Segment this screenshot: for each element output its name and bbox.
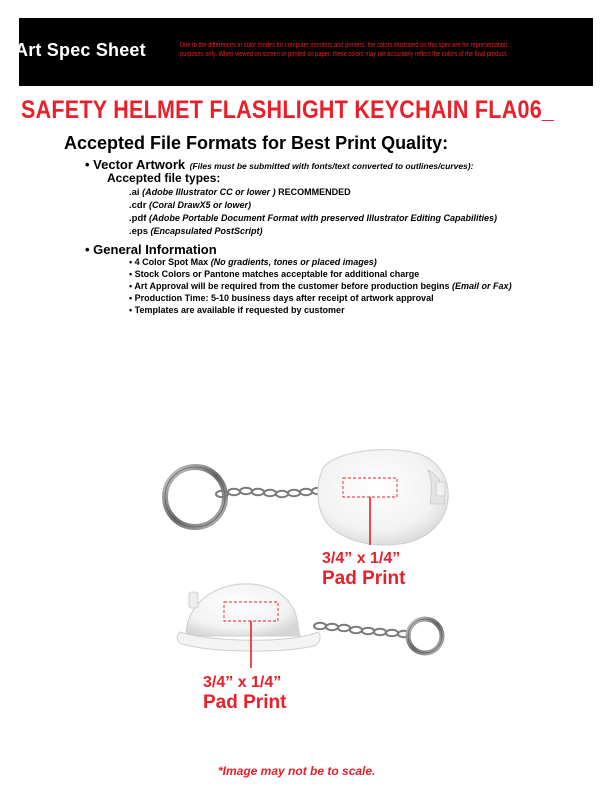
list-item: .eps (Encapsulated PostScript): [129, 226, 263, 237]
vector-artwork-title: • Vector Artwork: [85, 157, 186, 172]
list-item: • Stock Colors or Pantone matches acceptable for additional charge: [129, 269, 420, 279]
bottom-pad-print-dims: 3/4” x 1/4”: [203, 674, 282, 691]
list-item: .pdf (Adobe Portable Document Format with preserved Illustrator Editing Capabilities): [129, 213, 497, 224]
bottom-chain: [314, 623, 410, 637]
vector-artwork-note: (Files must be submitted with fonts/text converted to outlines/curves):: [189, 161, 474, 171]
disclaimer-line-2: purposes only. When viewed on screen or printed on paper, these colors may not accurately reflect the colors of the final product.: [180, 51, 508, 58]
scale-disclaimer: *Image may not be to scale.: [218, 764, 376, 778]
list-item: .cdr (Coral DrawX5 or lower): [129, 200, 251, 211]
top-pad-print-label: [322, 550, 405, 590]
top-pad-print-text: Pad Print: [322, 568, 406, 589]
general-info-title: • General Information: [85, 242, 217, 257]
list-item: • Production Time: 5-10 business days after receipt of artwork approval: [129, 293, 434, 303]
bottom-pad-print-text: Pad Print: [203, 692, 287, 713]
bottom-pad-print-label: [203, 674, 286, 714]
product-title: SAFETY HELMET FLASHLIGHT KEYCHAIN FLA06_: [21, 96, 555, 124]
top-key-ring: [165, 467, 225, 527]
bottom-key-ring: [408, 619, 442, 653]
formats-heading: Accepted File Formats for Best Print Quality:: [64, 133, 449, 153]
disclaimer-line-1: Due to the differences in color modes for computer monitors and printers, the colors illustrated on this spec are for representation: [180, 42, 508, 49]
top-chain: [216, 488, 324, 497]
header-title: Art Spec Sheet: [15, 40, 146, 60]
list-item: .ai (Adobe Illustrator CC or lower ) RECOMMENDED: [129, 187, 351, 198]
list-item: • 4 Color Spot Max (No gradients, tones or placed images): [129, 257, 377, 267]
list-item: • Art Approval will be required from the customer before production begins (Email or Fax): [129, 281, 512, 291]
bottom-helmet: [177, 584, 320, 668]
top-pad-print-dims: 3/4” x 1/4”: [322, 550, 401, 567]
list-item: • Templates are available if requested by customer: [129, 305, 345, 315]
top-helmet: [318, 450, 448, 545]
accepted-file-types-label: Accepted file types:: [107, 171, 221, 185]
